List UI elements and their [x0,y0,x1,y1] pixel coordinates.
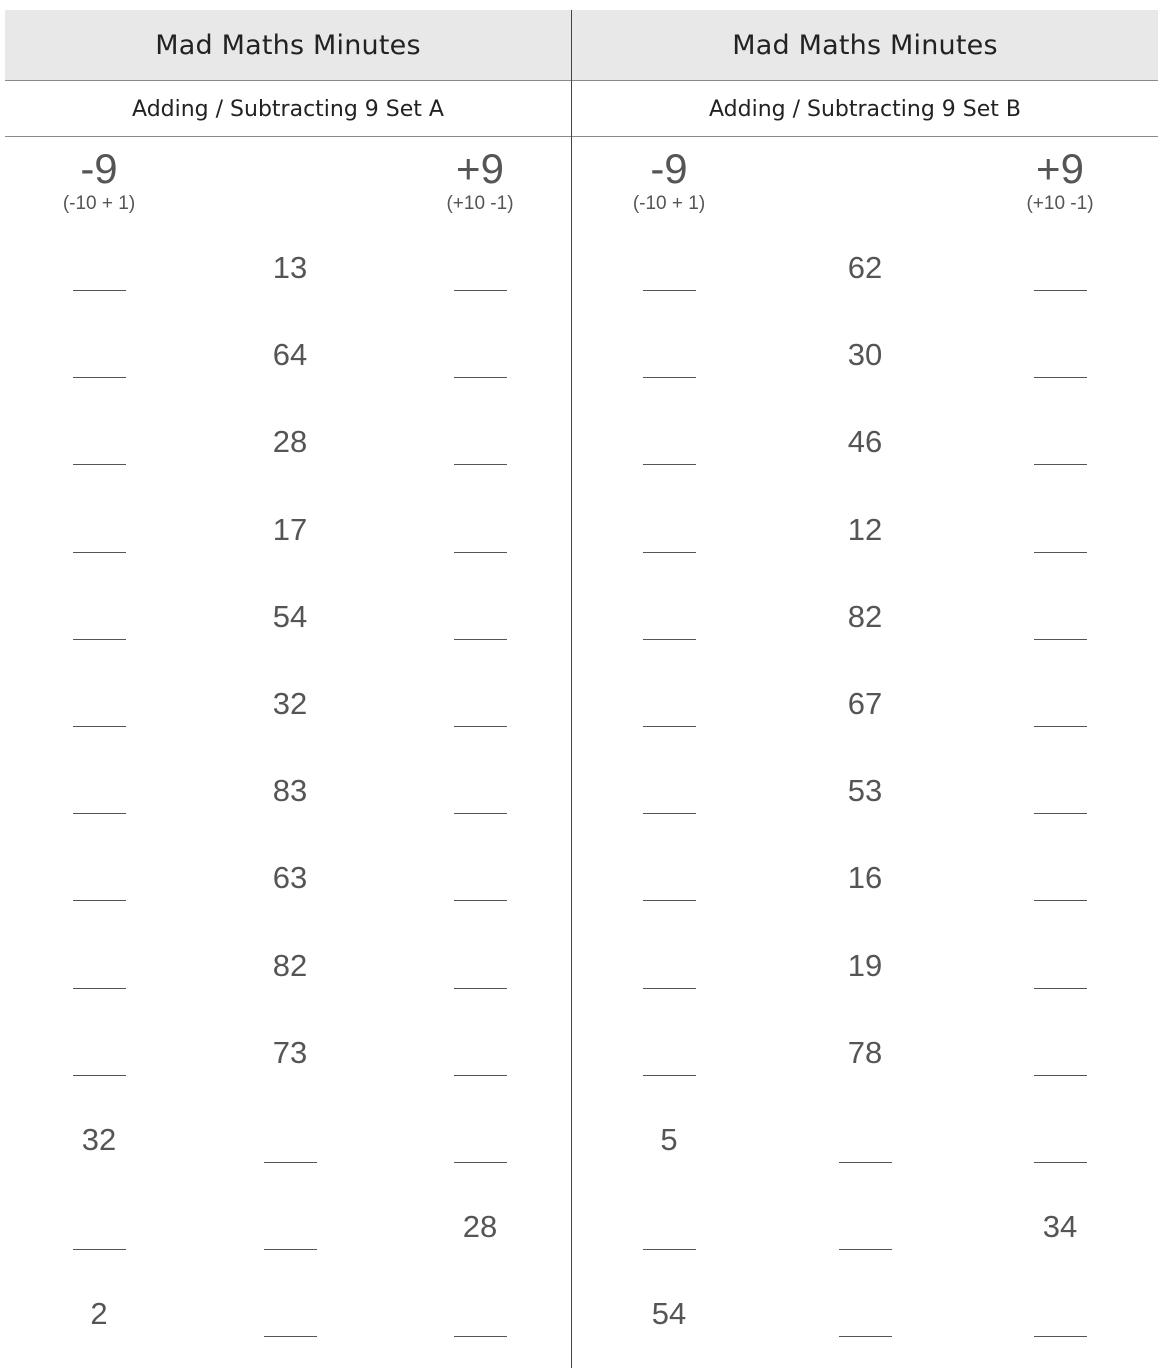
answer-line [643,1249,696,1250]
answer-line [264,1162,317,1163]
given-number: 2 [90,1296,108,1332]
answer-line [1034,1075,1087,1076]
answer-blank[interactable] [609,335,729,385]
answer-line [643,639,696,640]
given-number: 62 [847,250,883,285]
answer-blank[interactable] [1000,597,1120,647]
answer-blank[interactable] [39,510,159,560]
given-number: 16 [847,860,883,896]
answer-blank[interactable] [1000,1033,1120,1083]
answer-blank[interactable] [1000,248,1120,298]
given-number: 5 [660,1122,678,1157]
given-number: 78 [847,1034,883,1070]
answer-blank[interactable] [1000,422,1120,472]
given-number: 53 [847,773,883,809]
answer-blank[interactable] [609,1033,729,1083]
answer-line [454,464,507,465]
answer-line [643,988,696,989]
given-number: 83 [272,773,308,809]
answer-blank[interactable] [1000,1294,1120,1344]
given-number: 32 [81,1122,117,1157]
answer-line [73,726,126,727]
given-number: 19 [847,947,883,983]
answer-line [454,377,507,378]
given-number: 12 [847,511,883,547]
center-divider [571,10,572,1368]
answer-line [73,900,126,901]
answer-line [643,464,696,465]
answer-line [454,552,507,553]
answer-line [1034,464,1087,465]
answer-blank[interactable] [420,946,540,996]
answer-line [454,639,507,640]
column-header-set-b-plus-9 [1000,147,1120,215]
answer-blank[interactable] [805,1120,925,1170]
answer-blank[interactable] [1000,510,1120,560]
column-operation: +9 [1036,145,1084,192]
answer-blank[interactable] [609,597,729,647]
given-number: 13 [272,250,308,285]
answer-blank[interactable] [609,248,729,298]
column-hint: (-10 + 1) [62,193,136,214]
answer-blank[interactable] [1000,858,1120,908]
answer-line [73,639,126,640]
column-hint: (+10 -1) [446,193,514,214]
column-operation: +9 [456,145,504,192]
answer-line [839,1249,892,1250]
answer-line [454,1336,507,1337]
answer-blank[interactable] [230,1120,350,1170]
answer-blank[interactable] [420,1033,540,1083]
answer-line [643,290,696,291]
worksheet-b-subtitle: Adding / Subtracting 9 Set B [709,97,1021,122]
column-header-set-a-plus-9 [420,147,540,215]
worksheet-a-subtitle: Adding / Subtracting 9 Set A [132,97,444,122]
worksheet-page [5,10,1158,1368]
answer-blank[interactable] [609,858,729,908]
answer-line [839,1162,892,1163]
answer-blank[interactable] [1000,771,1120,821]
subtitle-rule-b [572,136,1158,137]
column-operation: -9 [80,145,118,192]
answer-blank[interactable] [39,597,159,647]
answer-blank[interactable] [420,422,540,472]
answer-line [1034,1162,1087,1163]
worksheet-a-title: Mad Maths Minutes [155,30,421,61]
answer-line [73,377,126,378]
given-number: 17 [272,511,308,547]
answer-line [1034,1336,1087,1337]
answer-blank[interactable] [420,1120,540,1170]
given-number: 34 [1042,1209,1078,1245]
answer-line [73,290,126,291]
column-header-set-b-minus-9 [609,147,729,215]
given-number: 46 [847,424,883,460]
answer-blank[interactable] [39,1207,159,1257]
answer-blank[interactable] [420,510,540,560]
given-number: 32 [272,686,308,721]
answer-blank[interactable] [39,946,159,996]
given-number: 73 [272,1034,308,1070]
answer-blank[interactable] [230,1294,350,1344]
answer-blank[interactable] [420,771,540,821]
answer-blank[interactable] [1000,684,1120,734]
column-hint: (+10 -1) [1026,193,1094,214]
answer-line [454,1162,507,1163]
answer-blank[interactable] [39,858,159,908]
answer-blank[interactable] [609,771,729,821]
answer-line [73,552,126,553]
answer-blank[interactable] [39,335,159,385]
column-hint: (-10 + 1) [632,193,706,214]
answer-line [454,1075,507,1076]
answer-blank[interactable] [609,946,729,996]
answer-line [1034,290,1087,291]
given-number: 82 [847,598,883,634]
answer-line [643,1075,696,1076]
given-number: 28 [462,1209,498,1245]
answer-blank[interactable] [609,684,729,734]
answer-line [643,900,696,901]
answer-blank[interactable] [39,1033,159,1083]
answer-blank[interactable] [609,422,729,472]
answer-line [1034,900,1087,901]
answer-line [454,290,507,291]
subtitle-rule-a [5,136,571,137]
given-number: 54 [272,598,308,634]
answer-line [643,377,696,378]
worksheet-b-title: Mad Maths Minutes [732,30,998,61]
given-number: 82 [272,947,308,983]
answer-line [1034,639,1087,640]
answer-blank[interactable] [39,684,159,734]
answer-blank[interactable] [1000,946,1120,996]
given-number: 63 [272,860,308,896]
answer-blank[interactable] [420,248,540,298]
answer-line [73,1075,126,1076]
answer-blank[interactable] [420,684,540,734]
answer-blank[interactable] [420,597,540,647]
answer-line [1034,813,1087,814]
answer-line [1034,988,1087,989]
answer-blank[interactable] [1000,335,1120,385]
answer-line [454,988,507,989]
given-number: 64 [272,337,308,373]
given-number: 54 [651,1296,687,1332]
answer-line [1034,726,1087,727]
given-number: 67 [847,686,883,721]
answer-line [264,1336,317,1337]
answer-blank[interactable] [805,1207,925,1257]
answer-blank[interactable] [39,771,159,821]
answer-line [454,726,507,727]
answer-blank[interactable] [230,1207,350,1257]
answer-blank[interactable] [39,422,159,472]
answer-line [1034,552,1087,553]
answer-line [454,900,507,901]
answer-line [1034,377,1087,378]
answer-blank[interactable] [805,1294,925,1344]
answer-line [643,813,696,814]
answer-blank[interactable] [609,1207,729,1257]
given-number: 30 [847,337,883,373]
answer-line [454,813,507,814]
answer-line [73,988,126,989]
answer-blank[interactable] [609,510,729,560]
answer-line [264,1249,317,1250]
answer-blank[interactable] [420,335,540,385]
answer-line [73,464,126,465]
answer-line [643,552,696,553]
answer-blank[interactable] [420,1294,540,1344]
answer-line [73,1249,126,1250]
answer-line [643,726,696,727]
answer-blank[interactable] [420,858,540,908]
answer-line [73,813,126,814]
answer-line [839,1336,892,1337]
answer-blank[interactable] [1000,1120,1120,1170]
answer-blank[interactable] [39,248,159,298]
column-operation: -9 [650,145,688,192]
column-header-set-a-minus-9 [39,147,159,215]
given-number: 28 [272,424,308,460]
